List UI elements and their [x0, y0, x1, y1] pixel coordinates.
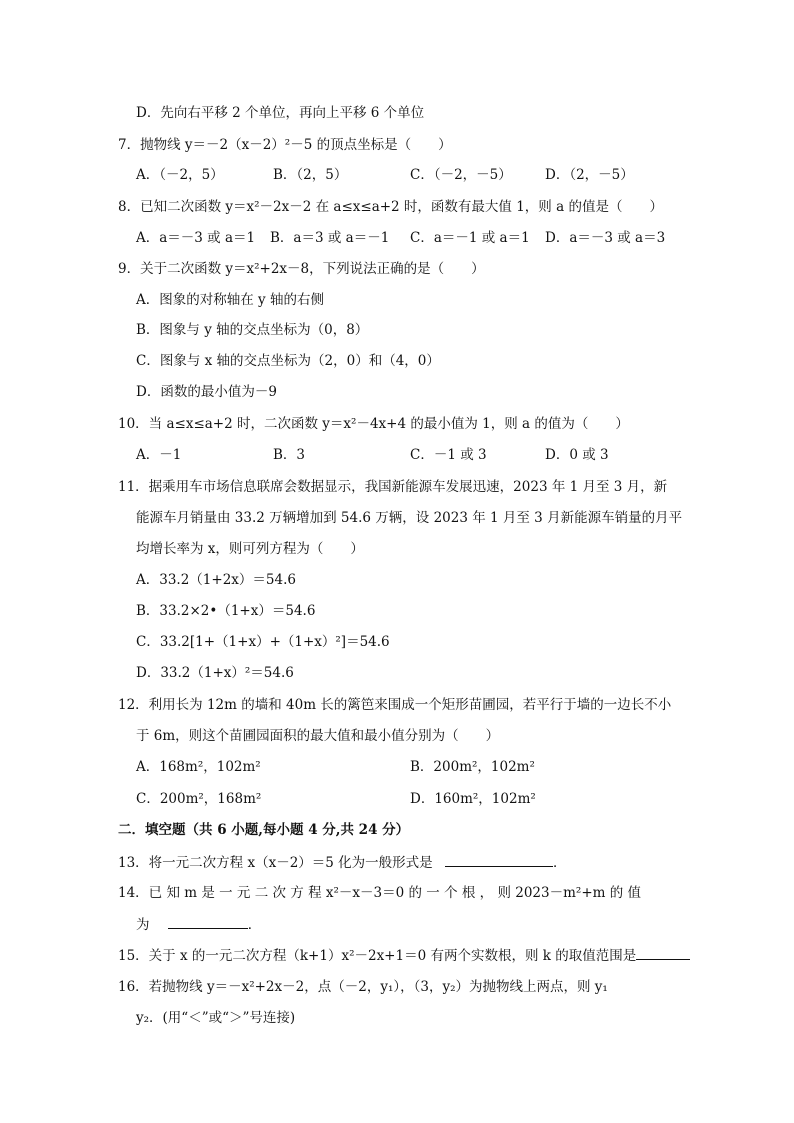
question-14-line-2	[136, 914, 261, 935]
q7-option-a: A．（－2，5）	[136, 167, 224, 183]
q12-option-d: D．160m²，102m²	[410, 791, 536, 807]
q8-option-d: D．a＝－3 或 a＝3	[545, 230, 666, 246]
q8-option-c: C．a＝－1 或 a＝1	[410, 230, 530, 246]
q12-option-a: A．168m²，102m²	[136, 759, 261, 775]
q8-option-b: B．a＝3 或 a＝－1	[270, 230, 390, 246]
q8-option-a: A．a＝－3 或 a＝1	[136, 230, 256, 246]
q9-option-a: A．图象的对称轴在 y 轴的右侧	[136, 292, 324, 308]
question-13-end: ．	[552, 855, 567, 871]
q9-option-b: B．图象与 y 轴的交点坐标为（0，8）	[136, 322, 369, 338]
question-10: 10．当 a≤x≤a+2 时，二次函数 y＝x²－4x+4 的最小值为 1，则 a 的值为（ ）	[118, 416, 629, 432]
q7-option-d: D．（2，－5）	[545, 167, 634, 183]
q9-option-d: D．函数的最小值为－9	[136, 384, 277, 400]
question-16-line-2: y₂．(用“＜”或“＞”号连接)	[136, 1010, 296, 1026]
q12-option-c: C．200m²，168m²	[136, 791, 262, 807]
question-14-text-2: 为	[136, 917, 150, 933]
question-13-text: 13．将一元二次方程 x（x－2）＝5 化为一般形式是	[118, 855, 433, 871]
q7-option-c: C．（－2，－5）	[410, 167, 512, 183]
q9-option-c: C．图象与 x 轴的交点坐标为（2，0）和（4，0）	[136, 353, 440, 369]
q11-option-d: D．33.2（1+x）²＝54.6	[136, 665, 294, 681]
question-15	[118, 945, 690, 966]
question-11-line-3: 均增长率为 x，则可列方程为（ ）	[136, 541, 364, 557]
q10-option-d: D．0 或 3	[545, 447, 609, 463]
question-11-line-1: 11．据乘用车市场信息联席会数据显示，我国新能源车发展迅速，2023 年 1 月至 3 月，新	[118, 479, 668, 495]
section-fill-in-title: 二．填空题（共 6 小题,每小题 4 分,共 24 分）	[118, 822, 410, 838]
q10-option-b: B．3	[273, 447, 306, 463]
question-11-line-2: 能源车月销量由 33.2 万辆增加到 54.6 万辆，设 2023 年 1 月至 3 月新能源车销量的月平	[136, 510, 683, 526]
answer-blank-13[interactable]	[445, 852, 553, 867]
q11-option-b: B．33.2×2•（1+x）＝54.6	[136, 603, 316, 619]
q10-option-a: A．－1	[136, 447, 182, 463]
question-14-end: ．	[247, 917, 262, 933]
question-8: 8．已知二次函数 y＝x²－2x－2 在 a≤x≤a+2 时，函数有最大值 1，则 a 的值是（ ）	[118, 199, 663, 215]
answer-blank-15[interactable]	[636, 945, 690, 960]
question-12-line-2: 于 6m，则这个苗圃园面积的最大值和最小值分别为（ ）	[136, 728, 500, 744]
q10-option-c: C．－1 或 3	[410, 447, 487, 463]
question-15-text: 15．关于 x 的一元二次方程（k+1）x²－2x+1＝0 有两个实数根，则 k 的取值范围是	[118, 948, 637, 964]
q6-option-d: D．先向右平移 2 个单位，再向上平移 6 个单位	[136, 105, 425, 121]
question-14-line-1: 14．已 知 m 是 一 元 二 次 方 程 x²－x－3＝0 的 一 个 根 ， 则 2023－m²+m 的 值	[118, 885, 642, 901]
q11-option-a: A．33.2（1+2x）＝54.6	[136, 572, 296, 588]
question-13	[118, 852, 566, 873]
question-12-line-1: 12．利用长为 12m 的墙和 40m 长的篱笆来围成一个矩形苗圃园，若平行于墙的一边长不小	[118, 697, 672, 713]
question-16-line-1: 16．若抛物线 y＝－x²+2x－2，点（－2，y₁），（3，y₂）为抛物线上两点，则 y₁	[118, 979, 608, 995]
answer-blank-14[interactable]	[168, 914, 248, 929]
q12-option-b: B．200m²，102m²	[410, 759, 535, 775]
q11-option-c: C．33.2[1+（1+x）+（1+x）²]＝54.6	[136, 634, 390, 650]
q7-option-b: B．（2，5）	[273, 167, 348, 183]
question-9: 9．关于二次函数 y＝x²+2x－8，下列说法正确的是（ ）	[118, 261, 485, 277]
question-7: 7．抛物线 y＝－2（x－2）²－5 的顶点坐标是（ ）	[118, 137, 452, 153]
